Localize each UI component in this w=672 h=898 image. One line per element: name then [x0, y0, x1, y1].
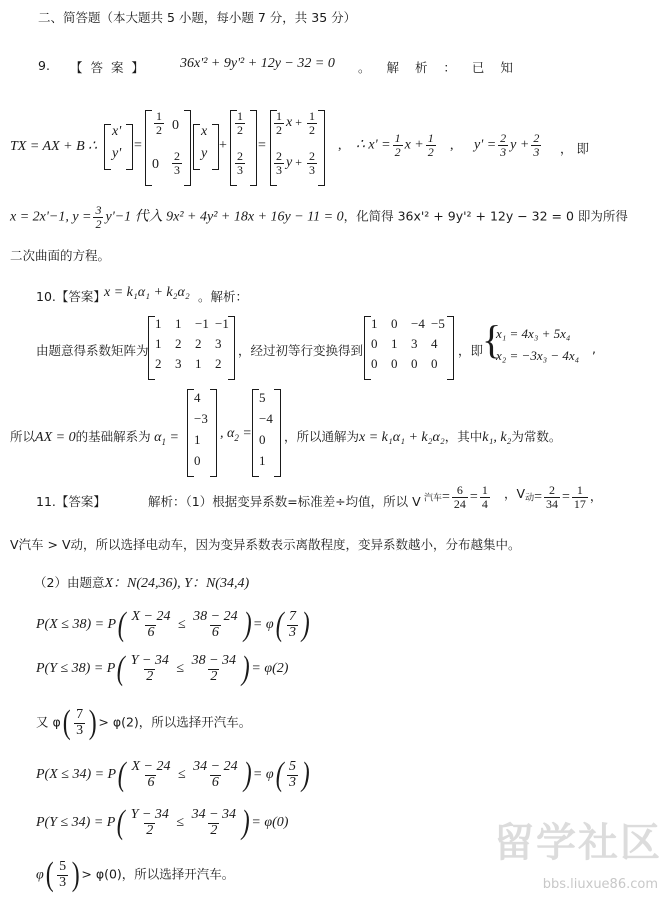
matrix-entry: 0 — [172, 118, 179, 133]
q11-prob-y34: P(Y ≤ 34) = P( $\frac{Y - 34}{2}$ ≤ $\frac{34 - 34}{2}$ ) = φ(0) — [36, 804, 289, 841]
q10-general-text: ，所以通解为 — [284, 429, 360, 444]
matrix-entry: 0 — [431, 356, 438, 371]
q11-part2-text: （2）由题意 — [34, 575, 105, 590]
frac-num: 34 − 34 — [191, 806, 237, 822]
frac-num: 38 − 34 — [191, 652, 237, 668]
q9-label: 9. — [38, 58, 50, 73]
vector-bracket-left — [193, 124, 200, 170]
q9-xprime-result: ∴ x' = $\frac{1}{2}$ x + $\frac{1}{2}$ — [356, 131, 434, 159]
vector-entry: $\frac{2}{3}$ — [237, 149, 243, 177]
q9-yprime-label: y' = — [474, 137, 497, 153]
concl-b: > φ(2)，所以选择开汽车。 — [98, 714, 252, 730]
q11-line2: V汽车 > V动，所以选择电动车，因为变异系数表示离散程度，变异系数越小，分布越集中。 — [10, 537, 521, 552]
matrix-entry: −3 — [194, 411, 208, 426]
vector-bracket-right — [274, 389, 281, 477]
comma: , — [338, 138, 342, 153]
matrix-entry: 2 — [195, 336, 202, 351]
q10-const-tail: 为常数。 — [511, 429, 562, 444]
frac-num: 7 — [288, 608, 296, 624]
frac-num: 34 − 24 — [193, 758, 238, 774]
comma: , — [592, 341, 596, 356]
matrix-entry: 1 — [259, 453, 266, 468]
q10-coef-text: 由题意得系数矩阵为 — [36, 343, 149, 358]
q9-yprime-result: y' = $\frac{2}{3}$ y + $\frac{2}{3}$ — [474, 131, 540, 159]
q10-basis-b: 的基础解系为 — [75, 429, 151, 444]
matrix-entry: 0 — [194, 453, 201, 468]
q9-substitution: x = 2x'−1, y = $\frac{3}{2}$ y'−1 代入 9x² + 4y² + 18x + 16y − 11 = 0，化简得 36x'² + 9y'² + 12y − 32 = 0 即为所得 — [10, 203, 628, 231]
q9-tx-expr: TX = AX + B ∴ — [10, 139, 98, 154]
q10-sys-eq1: x₁ = 4x₃ + 5x₄ — [496, 326, 571, 341]
vector-bracket-right — [250, 110, 257, 186]
q11-v-electric-value: ，V动= $\frac{2}{34}$ = $\frac{1}{17}$ ， — [504, 483, 603, 511]
vector-bracket-left — [104, 124, 111, 170]
q10-basis-eq: AX = 0 — [35, 430, 76, 445]
prob-lhs: P(Y ≤ 38) = P — [36, 661, 116, 677]
frac-den: 6 — [147, 624, 155, 640]
equals-sign: = — [134, 138, 142, 153]
q10-basis-a: 所以 — [10, 429, 36, 444]
vector-bracket-left — [187, 389, 194, 477]
watermark-url: bbs.liuxue86.com — [542, 877, 658, 892]
prob-rhs: = φ(2) — [251, 661, 289, 677]
matrix-entry: 2 — [155, 356, 162, 371]
vector-bracket-right — [318, 110, 325, 186]
matrix-entry: 1 — [175, 316, 182, 331]
prob-lhs: P(X ≤ 38) = P — [36, 617, 117, 633]
q11-part2-dist: X：N(24,36), Y：N(34,4) — [104, 576, 250, 591]
vector-bracket-right — [210, 389, 217, 477]
q10-const-expr: k₁, k₂ — [482, 430, 512, 445]
vector-bracket-left — [252, 389, 259, 477]
q9-conclusion: 二次曲面的方程。 — [10, 248, 111, 263]
q11-conclusion-1: 又 φ( $\frac{7}{3}$ ) > φ(2)，所以选择开汽车。 — [36, 704, 252, 741]
frac-num: 5 — [288, 758, 296, 774]
vector-bracket-right — [212, 124, 219, 170]
concl-a: φ — [36, 867, 44, 883]
matrix-entry: 4 — [194, 390, 201, 405]
brace-icon: { — [482, 317, 502, 362]
vector-entry: x — [201, 124, 208, 139]
q9-sub-a: x = 2x'−1, y = — [10, 209, 92, 225]
q11-analysis-a: 解析：（1）根据变异系数=标准差÷均值，所以 V — [148, 494, 421, 509]
frac-den: 3 — [288, 624, 296, 640]
q11-dong-sub: 动 — [525, 493, 535, 504]
q10-row-op-text: ，经过初等行变换得到 — [238, 343, 364, 358]
vector-entry: x' — [112, 124, 122, 139]
matrix-entry: 0 — [411, 356, 418, 371]
q10-general-expr: x = k₁α₁ + k₂α₂ — [359, 430, 445, 445]
frac-num: 38 − 24 — [193, 608, 238, 624]
concl-a: 又 φ — [36, 714, 61, 730]
prob-rhs: = φ — [252, 767, 274, 783]
matrix-entry: $\frac{1}{2}$ — [156, 109, 162, 137]
q10-sys-eq2: x₂ = −3x₃ − 4x₄ — [496, 348, 580, 363]
matrix-bracket-left — [364, 316, 371, 380]
matrix-bracket-left — [145, 110, 152, 186]
matrix-entry: 1 — [155, 336, 162, 351]
frac-num: Y − 34 — [130, 806, 169, 822]
q9-sub-c: ，化简得 36x'² + 9y'² + 12y − 32 = 0 即为所得 — [343, 208, 628, 224]
q9-analysis-intro: 。 解 析 ： 已 知 — [358, 60, 519, 75]
matrix-entry: 1 — [195, 356, 202, 371]
q9-answer-tag: 【 答 案 】 — [70, 60, 146, 75]
prob-lhs: P(X ≤ 34) = P — [36, 767, 117, 783]
section-header: 二、简答题（本大题共 5 小题，每小题 7 分，共 35 分） — [38, 10, 357, 25]
matrix-entry: −4 — [259, 411, 273, 426]
prob-lhs: P(Y ≤ 34) = P — [36, 815, 116, 831]
vector-entry: y' — [112, 146, 122, 161]
q9-then: ， 即 — [560, 141, 589, 156]
matrix-entry: −1 — [215, 316, 229, 331]
q10-alpha2-label: , $\alpha_2$ = — [220, 426, 252, 443]
q11-conclusion-2: φ( $\frac{5}{3}$ ) > φ(0)，所以选择开汽车。 — [36, 856, 235, 893]
q11-v-dong: ，V — [504, 485, 526, 501]
q11-car-sub: 汽车 — [424, 493, 443, 504]
q11-prob-x34: P(X ≤ 34) = P( $\frac{X - 24}{6}$ ≤ $\frac{34 - 24}{6}$ ) = φ( $\frac{5}{3}$ ) — [36, 756, 310, 793]
matrix-entry: 5 — [259, 390, 266, 405]
matrix-entry: 1 — [371, 316, 378, 331]
q10-ie-text: ，即 — [458, 343, 484, 358]
matrix-entry: 3 — [175, 356, 182, 371]
q10-answer-expr: x = k₁α₁ + k₂α₂ — [104, 285, 190, 300]
q11-v-car-value: 汽车= $\frac{6}{24}$ = $\frac{1}{4}$ — [424, 483, 488, 511]
matrix-entry: 0 — [259, 432, 266, 447]
plus-sign: + — [219, 138, 227, 153]
matrix-bracket-right — [184, 110, 191, 186]
matrix-entry: −1 — [195, 316, 209, 331]
frac-num: X − 24 — [131, 608, 171, 624]
frac-num: Y − 34 — [130, 652, 169, 668]
q10-general-line — [284, 427, 561, 446]
equals-sign: = — [258, 138, 266, 153]
frac-num: X − 24 — [131, 758, 171, 774]
vector-entry: $\frac{1}{2}$ x + $\frac{1}{2}$ — [276, 109, 315, 137]
matrix-entry: 1 — [391, 336, 398, 351]
vector-entry: $\frac{2}{3}$ y + $\frac{2}{3}$ — [276, 149, 315, 177]
matrix-entry: 4 — [431, 336, 438, 351]
matrix-entry: 1 — [194, 432, 201, 447]
matrix-bracket-right — [228, 316, 235, 380]
q9-ergo: ∴ x' = — [356, 137, 391, 153]
matrix-entry: 2 — [175, 336, 182, 351]
matrix-entry: $\frac{2}{3}$ — [174, 149, 180, 177]
matrix-entry: 1 — [155, 316, 162, 331]
vector-entry: $\frac{1}{2}$ — [237, 109, 243, 137]
q11-prob-x38: P(X ≤ 38) = P( $\frac{X - 24}{6}$ ≤ $\frac{38 - 24}{6}$ ) = φ( $\frac{7}{3}$ ) — [36, 606, 310, 643]
vector-entry: y — [201, 146, 208, 161]
q11-part2 — [34, 572, 249, 592]
matrix-bracket-right — [447, 316, 454, 380]
matrix-entry: 0 — [391, 316, 398, 331]
matrix-entry: 0 — [371, 336, 378, 351]
frac-den: 2 — [146, 668, 154, 684]
q9-equation: 36x'² + 9y'² + 12y − 32 = 0 — [180, 56, 335, 71]
matrix-bracket-left — [148, 316, 155, 380]
q11-prob-y38: P(Y ≤ 38) = P( $\frac{Y - 34}{2}$ ≤ $\frac{38 - 34}{2}$ ) = φ(2) — [36, 650, 289, 687]
matrix-entry: −5 — [431, 316, 445, 331]
watermark-logo: 留学社区 — [494, 820, 662, 866]
prob-rhs: = φ(0) — [251, 815, 289, 831]
matrix-entry: 0 — [371, 356, 378, 371]
comma: , — [450, 138, 454, 153]
matrix-entry: 3 — [215, 336, 222, 351]
matrix-entry: 2 — [215, 356, 222, 371]
q9-sub-b: y'−1 代入 9x² + 4y² + 18x + 16y − 11 = 0 — [105, 209, 344, 225]
q10-label: 10.【答案】 — [36, 289, 106, 304]
q10-const-text: ，其中 — [444, 429, 483, 444]
q10-basis-line: 所以AX = 0的基础解系为 $\alpha_1$ = — [10, 429, 179, 447]
matrix-entry: −4 — [411, 316, 425, 331]
prob-rhs: = φ — [252, 617, 274, 633]
q10-analysis: 。解析： — [198, 289, 249, 304]
vector-bracket-right — [126, 124, 133, 170]
matrix-entry: 0 — [152, 157, 159, 172]
concl-b: > φ(0)，所以选择开汽车。 — [81, 866, 235, 882]
matrix-entry: 0 — [391, 356, 398, 371]
matrix-entry: 3 — [411, 336, 418, 351]
q11-label: 11.【答案】 — [36, 494, 106, 509]
